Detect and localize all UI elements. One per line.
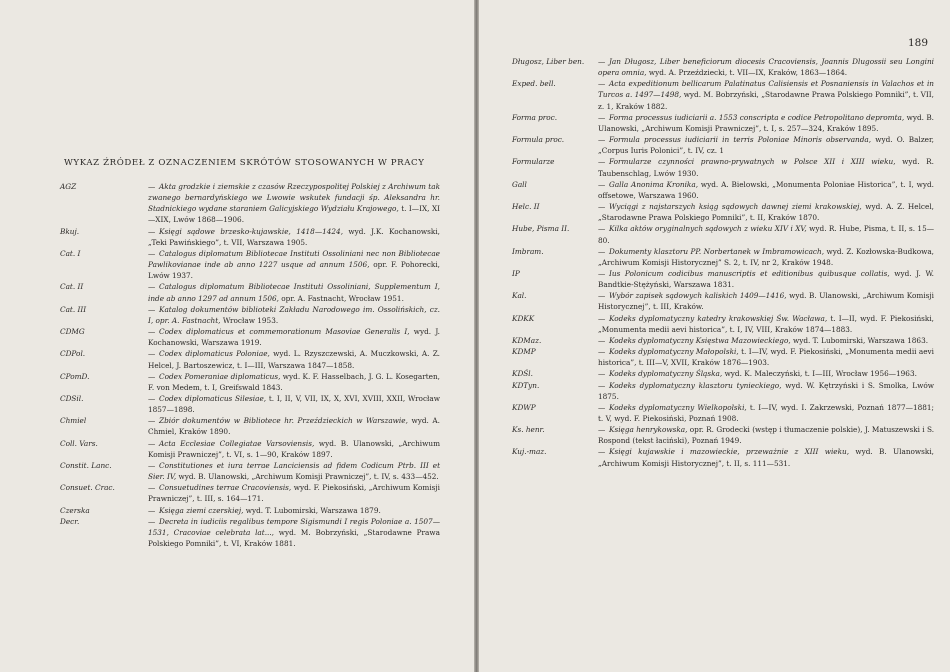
entry-text — [60, 438, 440, 460]
entry-abbreviation: Czerska — [60, 505, 90, 515]
bibliography-entry — [60, 326, 440, 348]
entry-publication: wyd. J. W. Bandtkie-Stężyński, Warszawa 1831. — [598, 268, 934, 290]
entry-publication: wyd. R. Taubenschlag, Lwów 1930. — [598, 157, 934, 178]
entry-dash: — — [598, 79, 606, 89]
bibliography-entry — [60, 348, 440, 370]
entry-abbreviation: Formula proc. — [512, 135, 565, 145]
bibliography-entry — [512, 134, 934, 156]
page-number: 189 — [907, 37, 928, 49]
bibliography-entry — [512, 402, 934, 424]
entry-dash: — — [598, 246, 606, 256]
entry-publication: wyd. K. F. Hasselbach, J. G. L. Kosegarten, F. von Medem, t. I, Greifswald 1843. — [148, 371, 440, 392]
entry-dash: — — [598, 335, 606, 345]
entry-title: Formularze czynności prawno-prywatnych w Polsce XII i XIII wieku, — [609, 157, 896, 167]
entry-title: Codex diplomaticus Silesiae, — [159, 393, 267, 403]
entry-dash: — — [148, 438, 156, 448]
entry-abbreviation: Exped. bell. — [512, 79, 556, 89]
bibliography-entry — [512, 156, 934, 178]
entry-title: Wybór zapisek sądowych kaliskich 1409—1416, — [609, 291, 787, 301]
entry-dash: — — [598, 447, 606, 457]
entry-title: Dokumenty klasztoru PP. Norbertanek w Imbramowicach, — [609, 246, 825, 256]
entry-dash: — — [598, 347, 606, 357]
entry-title: Księgi kujawskie i mazowieckie, przeważnie z XIII wieku, — [609, 447, 850, 457]
bibliography-entry — [60, 516, 440, 549]
entry-text — [512, 368, 934, 379]
entry-title: Księgi sądowe brzesko-kujawskie, 1418—1424, — [159, 226, 344, 236]
entry-dash: — — [148, 483, 156, 493]
entry-text — [512, 313, 934, 335]
entry-publication: wyd. A. Chmiel, Kraków 1890. — [148, 416, 440, 437]
entry-publication: wyd. O. Balzer, „Corpus Iuris Polonici”, t. IV, cz. 1 — [598, 135, 934, 156]
entry-dash: — — [598, 135, 606, 145]
entry-publication: opr. F. Pohorecki, Lwów 1937. — [148, 260, 440, 281]
entry-abbreviation: KDWP — [512, 402, 536, 412]
entry-text — [512, 346, 934, 368]
left-entries — [60, 181, 440, 549]
bibliography-entry — [60, 181, 440, 226]
bibliography-entry — [60, 281, 440, 303]
entry-publication: wyd. J. Kochanowski, Warszawa 1919. — [148, 327, 440, 348]
entry-abbreviation: KDMaz. — [512, 335, 542, 345]
bibliography-entry — [512, 268, 934, 290]
entry-publication: t. I—IX, XI—XIX, Lwów 1868—1906. — [148, 204, 441, 225]
entry-abbreviation: IP — [512, 268, 520, 278]
entry-text — [512, 290, 934, 312]
entry-text — [512, 179, 934, 201]
entry-text — [60, 482, 440, 504]
entry-text — [60, 304, 440, 326]
entry-abbreviation: KDŚl. — [512, 369, 533, 379]
entry-text — [512, 268, 934, 290]
entry-text — [512, 112, 934, 134]
entry-abbreviation: Decr. — [60, 516, 80, 526]
entry-text — [60, 181, 440, 226]
bibliography-entry — [512, 346, 934, 368]
entry-abbreviation: Kuj.-maz. — [512, 447, 547, 457]
entry-dash: — — [598, 157, 606, 167]
entry-abbreviation: Helc. II — [512, 202, 540, 212]
entry-abbreviation: Cat. I — [60, 248, 81, 258]
bibliography-entry — [512, 246, 934, 268]
entry-text — [512, 201, 934, 223]
bibliography-entry — [512, 179, 934, 201]
entry-abbreviation: Imbram. — [512, 246, 544, 256]
left-page — [0, 0, 474, 672]
entry-dash: — — [598, 268, 606, 278]
entry-abbreviation: Chmiel — [60, 416, 87, 426]
entry-title: Ius Polonicum codicibus manuscriptis et editionibus quibusque collatis, — [609, 268, 890, 278]
entry-title: Kodeks dyplomatyczny katedry krakowskiej Św. Wacława, — [609, 313, 828, 323]
entry-publication: wyd. T. Lubomirski, Warszawa 1863. — [792, 335, 929, 345]
entry-publication: opr. R. Grodecki (wstęp i tłumaczenie polskie), J. Matuszewski i S. Rospond (tekst łaciński), Poznań 1949. — [598, 425, 935, 446]
entry-abbreviation: Consuet. Crac. — [60, 483, 115, 493]
entry-dash: — — [598, 224, 606, 234]
entry-title: Wyciągi z najstarszych ksiąg sądowych dawnej ziemi krakowskiej, — [609, 202, 862, 212]
bibliography-entry — [512, 380, 934, 402]
entry-title: Acta expeditionum bellicarum Palatinatus Calisiensis et Posnaniensis in Valachos et in Turcos a. 1497—1498, — [598, 79, 934, 100]
entry-abbreviation: Hube, Pisma II. — [512, 224, 570, 234]
bibliography-entry — [512, 201, 934, 223]
entry-title: Constitutiones et iura terrae Lanciciensis ad fidem Codicum Ptrb. III et Sier. IV, — [148, 460, 440, 482]
entry-dash: — — [598, 112, 606, 122]
entry-title: Codex diplomaticus et commemorationum Masoviae Generalis I, — [159, 327, 410, 337]
bibliography-entry — [60, 460, 440, 482]
entry-text — [512, 446, 934, 468]
entry-dash: — — [148, 393, 156, 403]
entry-dash: — — [598, 425, 606, 435]
entry-text — [512, 402, 934, 424]
entry-title: Zbiór dokumentów w Bibliotece hr. Przeździeckich w Warszawie, — [159, 416, 408, 426]
entry-title: Kodeks dyplomatyczny Małopolski, — [609, 347, 739, 357]
entry-publication: wyd. B. Ulanowski, „Archiwum Komisji Prawniczej”, t. VI, s. 1—90, Kraków 1897. — [148, 438, 441, 459]
entry-dash: — — [598, 57, 606, 66]
entry-dash: — — [148, 516, 156, 526]
bibliography-entry — [60, 505, 440, 516]
entry-abbreviation: CDPol. — [60, 349, 86, 359]
bibliography-entry — [512, 290, 934, 312]
entry-title: Consuetudines terrae Cracoviensis, — [159, 483, 292, 493]
entry-text — [60, 516, 440, 549]
entry-text — [60, 393, 440, 415]
entry-abbreviation: AGZ — [60, 182, 77, 191]
entry-dash: — — [148, 182, 156, 191]
bibliography-entry — [60, 248, 440, 281]
entry-abbreviation: KDTyn. — [512, 380, 540, 390]
entry-abbreviation: Forma proc. — [512, 112, 558, 122]
entry-title: Jan Długosz, Liber beneficiorum diocesis Cracoviensis, Joannis Dlugossii seu Longini opera omnia, — [598, 57, 934, 78]
bibliography-entry — [60, 371, 440, 393]
entry-abbreviation: KDMP — [512, 347, 536, 357]
entry-text — [60, 226, 440, 248]
entry-title: Księga henrykowska, — [609, 425, 688, 435]
entry-title: Catalogus diplomatum Bibliotecae Instituti Ossoliniani nec non Bibliotecae Pawlikovianae inde ab anno 1227 usque ad annum 1506, — [148, 248, 440, 270]
entry-publication: wyd. A. Przeździecki, t. VII—IX, Kraków, 1863—1864. — [648, 68, 848, 78]
entry-text — [512, 78, 934, 111]
entry-dash: — — [148, 304, 156, 314]
bibliography-entry — [60, 226, 440, 248]
entry-dash: — — [148, 282, 156, 292]
entry-text — [60, 371, 440, 393]
entry-title: Formula processus iudiciarii in terris Poloniae Minoris observanda, — [609, 135, 872, 145]
entry-publication: t. I—IV, wyd. F. Piekosiński, „Monumenta medii aevi historica”, t. III—V, XVII, Kraków 1876—1903. — [598, 347, 935, 368]
entry-abbreviation: Długosz, Liber ben. — [512, 57, 585, 66]
entry-publication: wyd. B. Ulanowski, „Archiwum Komisji Historycznej”, t. III, Kraków. — [598, 291, 934, 312]
entry-title: Codex Pomeraniae diplomaticus, — [159, 371, 281, 381]
entry-text — [512, 424, 934, 446]
entry-text — [60, 460, 440, 482]
bibliography-entry — [60, 482, 440, 504]
entry-title: Decreta in iudiciis regalibus tempore Sigismundi I regis Poloniae a. 1507—1531, Cracoviae celebrata lat..., — [148, 516, 440, 537]
entry-publication: t. I, II, V, VII, IX, X, XVI, XVIII, XXII, Wrocław 1857—1898. — [148, 393, 440, 415]
entry-publication: wyd. F. Piekosiński, „Archiwum Komisji Prawniczej”, t. III, s. 164—171. — [148, 483, 441, 504]
entry-title: Kilka aktów oryginalnych sądowych z wieku XIV i XV, — [609, 224, 807, 234]
bibliography-entry — [60, 438, 440, 460]
entry-dash: — — [148, 460, 156, 470]
entry-text — [512, 335, 934, 346]
entry-dash: — — [148, 371, 156, 381]
entry-publication: wyd. B. Ulanowski, „Archiwum Komisji Prawniczej”, t. IV, s. 433—452. — [178, 472, 439, 482]
entry-abbreviation: Constit. Lanc. — [60, 460, 112, 470]
bibliography-entry — [512, 335, 934, 346]
entry-publication: wyd. K. Maleczyński, t. I—III, Wrocław 1956—1963. — [724, 369, 917, 379]
entry-dash: — — [148, 226, 156, 236]
entry-abbreviation: Ks. henr. — [512, 425, 545, 435]
entry-text — [512, 380, 934, 402]
entry-dash: — — [148, 505, 156, 515]
entry-dash: — — [598, 291, 606, 301]
entry-publication: wyd. A. Bielowski, „Monumenta Poloniae Historica”, t. I, wyd. offsetowe, Warszawa 1960. — [598, 179, 934, 200]
entry-publication: wyd. L. Rzyszczewski, A. Muczkowski, A. Z. Helcel, J. Bartoszewicz, t. I—III, Warszawa 1847—1858. — [148, 349, 440, 370]
entry-title: Kodeks dyplomatyczny Wielkopolski, — [609, 402, 747, 412]
entry-abbreviation: Kal. — [512, 291, 527, 301]
entry-abbreviation: CPomD. — [60, 371, 90, 381]
entry-text — [60, 505, 440, 516]
entry-text — [60, 248, 440, 281]
entry-abbreviation: Cat. II — [60, 282, 84, 292]
entry-title: Katalog dokumentów biblioteki Zakładu Narodowego im. Ossolińskich, cz. I, opr. A. Fastnacht, — [148, 304, 440, 325]
entry-title: Akta grodzkie i ziemskie z czasów Rzeczypospolitej Polskiej z Archiwum tak zwanego bernardyńskiego we Lwowie wskutek fundacji śp. Aleksandra hr. Stadnickiego wydane staraniem Galicyjskiego Wydziału Krajowego, — [148, 182, 440, 214]
entry-text — [512, 156, 934, 178]
list-title: WYKAZ ŹRÓDEŁ Z OZNACZENIEM SKRÓTÓW STOSOWANYCH W PRACY — [64, 158, 425, 168]
entry-dash: — — [598, 402, 606, 412]
entry-dash: — — [598, 380, 606, 390]
entry-dash: — — [148, 349, 156, 359]
entry-abbreviation: Gall — [512, 179, 527, 189]
entry-title: Codex diplomaticus Poloniae, — [159, 349, 270, 359]
bibliography-entry — [512, 223, 934, 245]
bibliography-entry — [60, 304, 440, 326]
entry-dash: — — [598, 202, 606, 212]
right-page — [479, 0, 950, 672]
entry-publication: wyd. R. Hube, Pisma, t. II, s. 15—80. — [598, 224, 935, 245]
entry-publication: t. I—II, wyd. F. Piekosiński, „Monumenta medii aevi historica”, t. I, IV, VIII, Kraków 1874—1883. — [598, 313, 934, 334]
bibliography-entry — [512, 78, 934, 111]
entry-title: Kodeks dyplomatyczny klasztoru tynieckiego, — [609, 380, 782, 390]
entry-publication: wyd. W. Kętrzyński i S. Smolka, Lwów 1875. — [598, 380, 934, 401]
entry-text — [60, 281, 440, 303]
entry-text — [60, 326, 440, 348]
entry-publication: wyd. T. Lubomirski, Warszawa 1879. — [245, 505, 381, 515]
bibliography-entry — [60, 393, 440, 415]
entry-abbreviation: KDKK — [512, 313, 535, 323]
entry-text — [60, 415, 440, 437]
entry-title: Galla Anonima Kronika, — [609, 179, 699, 189]
bibliography-entry — [512, 56, 934, 78]
entry-publication: wyd. Z. Kozłowska-Budkowa, „Archiwum Komisji Historycznej” S. 2, t. IV, nr 2, Kraków 1948. — [598, 246, 934, 267]
entry-publication: wyd. B. Ulanowski, „Archiwum Komisji Prawniczej”, t. I, s. 257—324, Kraków 1895. — [598, 112, 934, 133]
entry-publication: wyd. J.K. Kochanowski, „Teki Pawińskiego”, t. VII, Warszawa 1905. — [148, 226, 440, 247]
right-entries — [512, 56, 934, 469]
entry-abbreviation: Formularze — [512, 157, 555, 167]
entry-title: Kodeks dyplomatyczny Księstwa Mazowieckiego, — [609, 335, 791, 345]
entry-dash: — — [148, 416, 156, 426]
bibliography-entry — [512, 424, 934, 446]
entry-dash: — — [598, 313, 606, 323]
entry-publication: Wrocław 1953. — [222, 315, 279, 325]
entry-abbreviation: CDSil. — [60, 393, 84, 403]
entry-title: Acta Ecclesiae Collegiatae Varsoviensis, — [159, 438, 315, 448]
entry-title: Catalogus diplomatum Bibliotecae Instituti Ossoliniani, Supplementum I, inde ab anno 1297 ad annum 1506, — [148, 282, 440, 303]
entry-dash: — — [148, 327, 156, 337]
entry-abbreviation: Coll. Vars. — [60, 438, 98, 448]
entry-dash: — — [598, 179, 606, 189]
bibliography-entry — [512, 446, 934, 468]
entry-publication: wyd. B. Ulanowski, „Archiwum Komisji Historycznej”, t. II, s. 111—531. — [598, 447, 934, 468]
entry-title: Forma processus iudiciarii a. 1553 conscripta e codice Petropolitano depromta, — [609, 112, 905, 122]
bibliography-entry — [512, 368, 934, 379]
entry-abbreviation: Cat. III — [60, 304, 87, 314]
entry-text — [512, 246, 934, 268]
entry-title: Kodeks dyplomatyczny Śląska, — [609, 369, 723, 379]
bibliography-entry — [60, 415, 440, 437]
entry-text — [512, 134, 934, 156]
entry-dash: — — [598, 369, 606, 379]
bibliography-entry — [512, 112, 934, 134]
entry-publication: opr. A. Fastnacht, Wrocław 1951. — [281, 293, 404, 303]
entry-publication: t. I—IV, wyd. I. Zakrzewski, Poznań 1877—1881; t. V, wyd. F. Piekosiński, Poznań 1908. — [598, 402, 934, 423]
bibliography-entry — [512, 313, 934, 335]
entry-text — [512, 223, 934, 245]
entry-title: Księga ziemi czerskiej, — [159, 505, 244, 515]
entry-publication: wyd. A. Z. Helcel, „Starodawne Prawa Polskiego Pomniki”, t. II, Kraków 1870. — [598, 202, 934, 223]
entry-text — [60, 348, 440, 370]
entry-publication: wyd. M. Bobrzyński, „Starodawne Prawa Polskiego Pomniki”, t. VI, Kraków 1881. — [148, 527, 440, 548]
entry-abbreviation: Bkuj. — [60, 226, 80, 236]
entry-dash: — — [148, 248, 156, 258]
entry-publication: wyd. M. Bobrzyński, „Starodawne Prawa Polskiego Pomniki”, t. VII, z. 1, Kraków 1882. — [598, 90, 934, 111]
entry-abbreviation: CDMG — [60, 327, 85, 337]
